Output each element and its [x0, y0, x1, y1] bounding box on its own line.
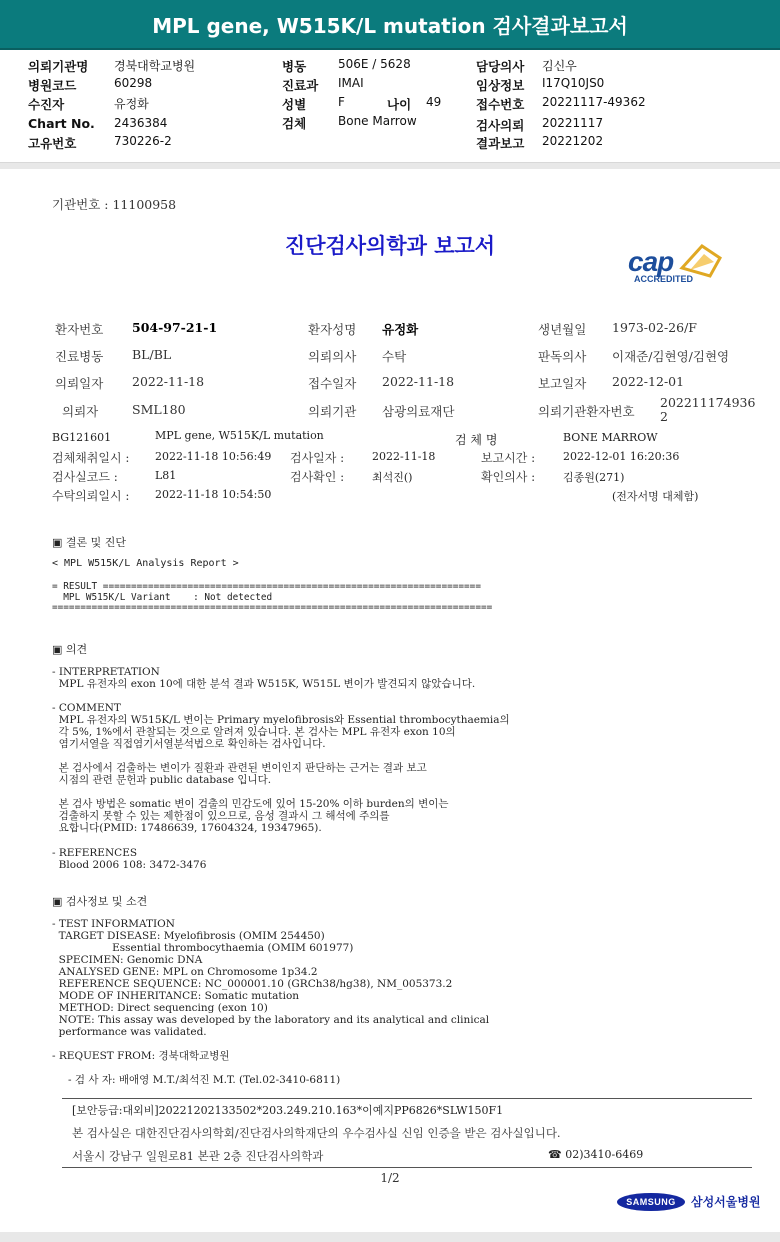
section-heading: ▣ 결론 및 진단: [52, 536, 127, 549]
header-value: IMAI: [338, 76, 364, 90]
request-from: - REQUEST FROM: 경북대학교병원: [52, 1050, 230, 1062]
report-title: 진단검사의학과 보고서: [284, 233, 496, 258]
header-label: 진료과: [282, 78, 319, 93]
test-label: 검사일자 :: [290, 451, 345, 465]
certification-line: 본 검사실은 대한진단검사의학회/진단검사의학재단의 우수검사실 신임 인증을 받은 검사실입니다.: [72, 1126, 561, 1140]
patient-label: 환자번호: [55, 322, 104, 337]
comment-block: - COMMENT MPL 유전자의 W515K/L 변이는 Primary myelofibrosis와 Essential thrombocythaemia의 각 5%, 1%에서 관찰되는 것으로 알려져 있습니다. 본 검사는 MPL 유전자 exon 10의 염기서열을 직접염기서열분석법으로 확인하는 검사입니다. 본 검사에서 검출하는 변이가 질환과 관련된 변이인지 판단하는 근거는 결과 보고 시점의 관련 문헌과 public database 입니다. 본 검사 방법은 somatic 변이 검출의 민감도에 있어 15-20% 이하 burden의 변이는 검출하지 못할 수 있는 제한점이 있으므로, 음성 결과시 그 해석에 주의를 요합니다(PMID: 17486639, 17604324, 19347965).: [52, 702, 510, 834]
patient-label: 보고일자: [538, 376, 587, 391]
patient-label: 판독의사: [538, 349, 587, 364]
test-info-block: - TEST INFORMATION TARGET DISEASE: Myelofibrosis (OMIM 254450) Essential thrombocythaemia (OMIM 601977) SPECIMEN: Genomic DNA ANALYSED GENE: MPL on Chromosome 1p34.2 REFERENCE SEQUENCE: NC_000001.10 (GRCh38/hg38), NM_005373.2 MODE OF INHERITANCE: Somatic mutation METHOD: Direct sequencing (exon 10) NOTE: This assay was developed by the laboratory and its analytical and clinical performance was validated.: [52, 918, 490, 1038]
report-page[interactable]: [0, 170, 780, 1242]
cap-word: cap: [628, 246, 674, 277]
institution-number: 기관번호 : 11100958: [52, 197, 177, 212]
section-divider: [0, 162, 780, 169]
header-value: 경북대학교병원: [114, 59, 196, 73]
patient-value: 2022-12-01: [612, 374, 685, 389]
patient-value: 수탁: [382, 349, 407, 364]
header-label: 병동: [282, 59, 307, 74]
test-value: 2022-11-18: [372, 450, 436, 463]
patient-label: 생년월일: [538, 322, 587, 337]
header-label: 임상정보: [476, 78, 525, 93]
security-line: [보안등급:대외비]20221202133502*203.249.210.163*이예지PP6826*SLW150F1: [72, 1104, 504, 1117]
esign-note: (전자서명 대체함): [612, 490, 699, 503]
specimen-value: BONE MARROW: [563, 431, 658, 444]
header-label: 검체: [282, 116, 307, 131]
test-value: 2022-12-01 16:20:36: [563, 450, 680, 463]
header-label: 검사의뢰: [476, 118, 525, 133]
patient-value: SML180: [132, 402, 186, 417]
patient-label: 의뢰자: [62, 404, 99, 419]
interpretation-block: - INTERPRETATION MPL 유전자의 exon 10에 대한 분석 결과 W515K, W515L 변이가 발견되지 않았습니다.: [52, 666, 476, 690]
header-value: 유정화: [114, 97, 149, 111]
patient-value: 2022-11-18: [132, 374, 205, 389]
patient-label: 의뢰기관: [308, 404, 357, 419]
footer-divider: [62, 1167, 752, 1168]
result-block: = RESULT =================================================================== MPL W515K/L Variant : Not detected ==============================================================================: [52, 581, 493, 613]
header-label: 담당의사: [476, 59, 525, 74]
cap-accredited-text: ACCREDITED: [634, 274, 694, 284]
test-value: 최석진(): [372, 471, 413, 484]
header-value: 2436384: [114, 116, 168, 130]
patient-id: 504-97-21-1: [132, 320, 218, 335]
test-name: MPL gene, W515K/L mutation: [155, 429, 324, 442]
header-value: 60298: [114, 76, 153, 90]
header-value: 730226-2: [114, 134, 172, 148]
footer-divider: [62, 1098, 752, 1099]
patient-value: 2022-11-18: [382, 374, 455, 389]
window-title: MPL gene, W515K/L mutation 검사결과보고서: [0, 0, 780, 50]
patient-label: 의뢰의사: [308, 349, 357, 364]
header-value: F: [338, 95, 345, 109]
patient-value: 202211174936: [660, 395, 756, 410]
request-header: [0, 52, 780, 152]
patient-label: 의뢰일자: [55, 376, 104, 391]
patient-value: 삼광의료재단: [382, 404, 455, 419]
hospital-name: 삼성서울병원: [691, 1195, 761, 1209]
patient-label: 의뢰기관환자번호: [538, 404, 635, 419]
test-label: 검사확인 :: [290, 470, 345, 484]
phone-line: ☎ 02)3410-6469: [548, 1148, 644, 1161]
analysis-title: < MPL W515K/L Analysis Report >: [52, 558, 239, 569]
section-heading: ▣ 검사정보 및 소견: [52, 895, 148, 908]
header-label: 의뢰기관명: [28, 59, 89, 74]
patient-value: BL/BL: [132, 347, 172, 362]
test-label: 확인의사 :: [481, 470, 536, 484]
test-label: 검사실코드 :: [52, 470, 118, 484]
test-value: 2022-11-18 10:54:50: [155, 488, 272, 501]
patient-label: 진료병동: [55, 349, 104, 364]
header-label: 고유번호: [28, 136, 77, 151]
cap-accredited-logo: [620, 240, 740, 290]
test-label: 보고시간 :: [481, 451, 536, 465]
tester-line: - 검 사 자: 배애영 M.T./최석진 M.T. (Tel.02-3410-6811): [68, 1074, 341, 1086]
patient-label: 접수일자: [308, 376, 357, 391]
header-value: I17Q10JS0: [542, 76, 605, 90]
header-label: 수진자: [28, 97, 65, 112]
test-value: 2022-11-18 10:56:49: [155, 450, 272, 463]
header-label: 성별: [282, 97, 307, 112]
patient-value: 1973-02-26/F: [612, 320, 697, 335]
test-code: BG121601: [52, 431, 112, 444]
samsung-wordmark: SAMSUNG: [617, 1193, 685, 1211]
test-label: 검체채취일시 :: [52, 451, 130, 465]
patient-value: 2: [660, 409, 668, 424]
header-value: 20221117-49362: [542, 95, 646, 109]
test-label: 수탁의뢰일시 :: [52, 489, 130, 503]
samsung-hospital-logo: [617, 1189, 761, 1215]
test-value: 김종원(271): [563, 471, 625, 484]
references-block: - REFERENCES Blood 2006 108: 3472-3476: [52, 847, 207, 871]
header-label: 나이: [387, 97, 412, 112]
header-value: Bone Marrow: [338, 114, 417, 128]
header-value: 20221117: [542, 116, 604, 130]
patient-label: 환자성명: [308, 322, 357, 337]
section-heading: ▣ 의견: [52, 643, 88, 656]
page-bottom-divider: [0, 1232, 780, 1242]
address-line: 서울시 강남구 일원로81 본관 2층 진단검사의학과: [72, 1149, 324, 1163]
page-number: 1/2: [380, 1171, 400, 1185]
header-value: 김신우: [542, 59, 577, 73]
specimen-label: 검 체 명: [455, 433, 498, 447]
header-label: Chart No.: [28, 116, 95, 131]
header-label: 결과보고: [476, 136, 525, 151]
header-value: 506E / 5628: [338, 57, 411, 71]
header-value: 49: [426, 95, 442, 109]
header-value: 20221202: [542, 134, 604, 148]
patient-name: 유정화: [382, 322, 419, 337]
patient-value: 이재준/김현영/김현영: [612, 349, 730, 364]
header-label: 접수번호: [476, 97, 525, 112]
header-label: 병원코드: [28, 78, 77, 93]
test-value: L81: [155, 469, 177, 482]
